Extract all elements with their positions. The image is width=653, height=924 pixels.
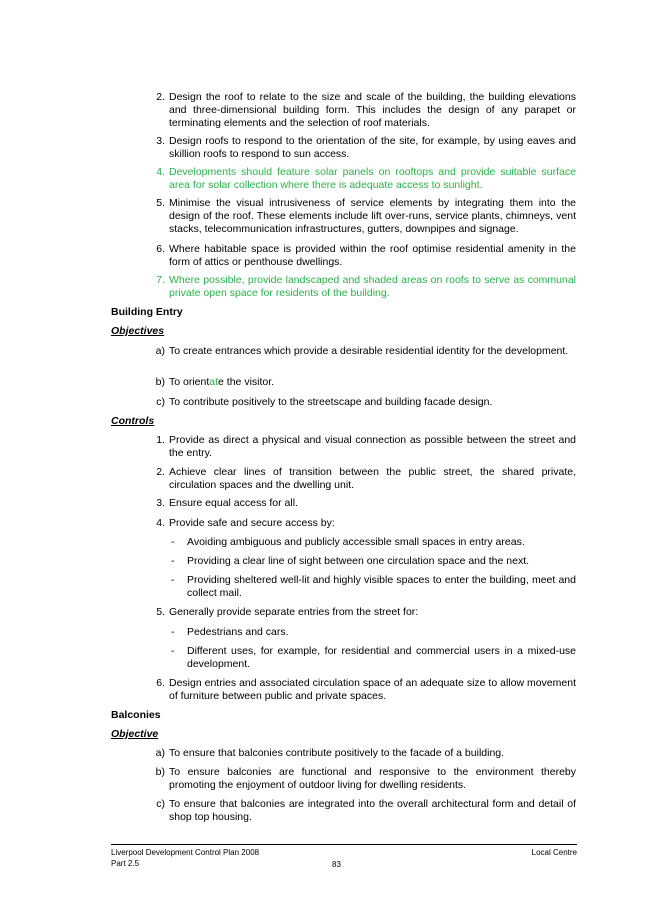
entry-control-5 bbox=[156, 606, 576, 619]
entry-control-1 bbox=[156, 434, 576, 460]
item-number: 1. bbox=[156, 434, 165, 446]
item-text: To ensure that balconies contribute positively to the facade of a building. bbox=[169, 747, 505, 759]
dash-bullet: - bbox=[171, 626, 175, 638]
item-text: Generally provide separate entries from the street for: bbox=[169, 606, 419, 618]
item-text: Provide as direct a physical and visual connection as possible between the street and the entry. bbox=[169, 434, 576, 459]
item-number: 5. bbox=[156, 606, 165, 618]
entry-control-4-subitem bbox=[171, 555, 576, 568]
entry-control-6 bbox=[156, 677, 576, 703]
item-text: To ensure that balconies are integrated into the overall architectural form and detail of shop top housing. bbox=[169, 798, 576, 823]
section-heading-building-entry: Building Entry bbox=[111, 306, 183, 318]
dash-bullet: - bbox=[171, 555, 175, 567]
balcony-objective-b bbox=[155, 766, 576, 792]
item-text: To create entrances which provide a desirable residential identity for the development. bbox=[169, 345, 569, 357]
section-heading-balconies: Balconies bbox=[111, 709, 161, 721]
item-number: b) bbox=[155, 766, 165, 778]
dash-bullet: - bbox=[171, 536, 175, 548]
dash-bullet: - bbox=[171, 645, 175, 657]
item-number: 2. bbox=[156, 466, 165, 478]
entry-control-4-subitem bbox=[171, 536, 576, 549]
entry-control-3 bbox=[156, 497, 576, 510]
item-number: 7. bbox=[156, 274, 165, 286]
balcony-objective-a bbox=[155, 747, 576, 760]
subheading-objectives: Objectives bbox=[111, 325, 165, 337]
item-text: Provide safe and secure access by: bbox=[169, 517, 335, 529]
item-text: Design roofs to respond to the orientation of the site, for example, by using eaves and skillion roofs to respond to sun access. bbox=[169, 135, 576, 160]
item-number: 6. bbox=[156, 243, 165, 255]
roof-control-6 bbox=[156, 243, 576, 269]
entry-objective-c bbox=[156, 396, 576, 409]
roof-control-7 bbox=[156, 274, 576, 300]
subitem-text: Providing a clear line of sight between one circulation space and the next. bbox=[187, 555, 530, 567]
item-number: a) bbox=[155, 747, 165, 759]
item-text: Design the roof to relate to the size and scale of the building, the building elevations and three-dimensional building form. This includes the design of any parapet or terminating elements and the selection of roof materials. bbox=[169, 91, 576, 129]
item-text: Design entries and associated circulation space of an adequate size to allow movement of furniture between public and private spaces. bbox=[169, 677, 576, 702]
item-text-start: To orient bbox=[169, 376, 210, 388]
item-text: Ensure equal access for all. bbox=[169, 497, 298, 509]
item-text: Where habitable space is provided within the roof optimise residential amenity in the form of attics or penthouse dwellings. bbox=[169, 243, 576, 268]
item-text: Achieve clear lines of transition between the public street, the shared private, circulation spaces and the dwelling unit. bbox=[169, 466, 576, 491]
footer-doc-title: Liverpool Development Control Plan 2008 bbox=[111, 848, 260, 857]
subitem-text: Avoiding ambiguous and publicly accessible small spaces in entry areas. bbox=[187, 536, 525, 548]
footer-section: Local Centre bbox=[531, 848, 577, 857]
item-number: a) bbox=[155, 345, 165, 357]
subheading-controls: Controls bbox=[111, 415, 155, 427]
subitem-text: Providing sheltered well-lit and highly visible spaces to enter the building, meet and collect mail. bbox=[187, 574, 576, 599]
entry-objective-a bbox=[155, 345, 576, 358]
entry-control-2 bbox=[156, 466, 576, 492]
item-number: 2. bbox=[156, 91, 165, 103]
item-text-amended: at bbox=[209, 376, 219, 388]
footer-divider bbox=[111, 844, 577, 845]
subitem-text: Pedestrians and cars. bbox=[187, 626, 289, 638]
item-number: 3. bbox=[156, 497, 165, 509]
roof-control-3 bbox=[156, 135, 576, 161]
entry-control-4 bbox=[156, 517, 576, 530]
footer-page-number: 83 bbox=[332, 860, 341, 869]
item-number: 4. bbox=[156, 166, 165, 178]
item-number: c) bbox=[156, 396, 165, 408]
item-text: Minimise the visual intrusiveness of service elements by integrating them into the design of the roof. These elements include lift over-runs, service plants, chimneys, vent stacks, telecommunication infrastructures, gutters, downpipes and signage. bbox=[169, 197, 576, 235]
entry-control-5-subitem bbox=[171, 645, 576, 671]
item-number: 6. bbox=[156, 677, 165, 689]
item-number: c) bbox=[156, 798, 165, 810]
entry-control-5-subitem bbox=[171, 626, 576, 639]
item-number: 3. bbox=[156, 135, 165, 147]
item-text-end: e the visitor. bbox=[218, 376, 275, 388]
subheading-objective: Objective bbox=[111, 728, 159, 740]
item-text: Where possible, provide landscaped and shaded areas on roofs to serve as communal private open space for residents of the building. bbox=[169, 274, 576, 299]
roof-control-5 bbox=[156, 197, 576, 236]
roof-control-4 bbox=[156, 166, 576, 192]
item-text: To ensure balconies are functional and responsive to the environment thereby promoting the enjoyment of outdoor living for dwelling residents. bbox=[169, 766, 576, 791]
item-number: 4. bbox=[156, 517, 165, 529]
entry-control-4-subitem bbox=[171, 574, 576, 600]
subitem-text: Different uses, for example, for residential and commercial users in a mixed-use development. bbox=[187, 645, 576, 670]
item-text: To contribute positively to the streetscape and building facade design. bbox=[169, 396, 493, 408]
dash-bullet: - bbox=[171, 574, 175, 586]
entry-objective-b bbox=[155, 376, 576, 389]
item-number: b) bbox=[155, 376, 165, 388]
footer-part: Part 2.5 bbox=[111, 859, 140, 868]
roof-control-2 bbox=[156, 91, 576, 130]
item-text: Developments should feature solar panels on rooftops and provide suitable surface area for solar collection where there is adequate access to sunlight. bbox=[169, 166, 576, 191]
balcony-objective-c bbox=[156, 798, 576, 824]
item-number: 5. bbox=[156, 197, 165, 209]
